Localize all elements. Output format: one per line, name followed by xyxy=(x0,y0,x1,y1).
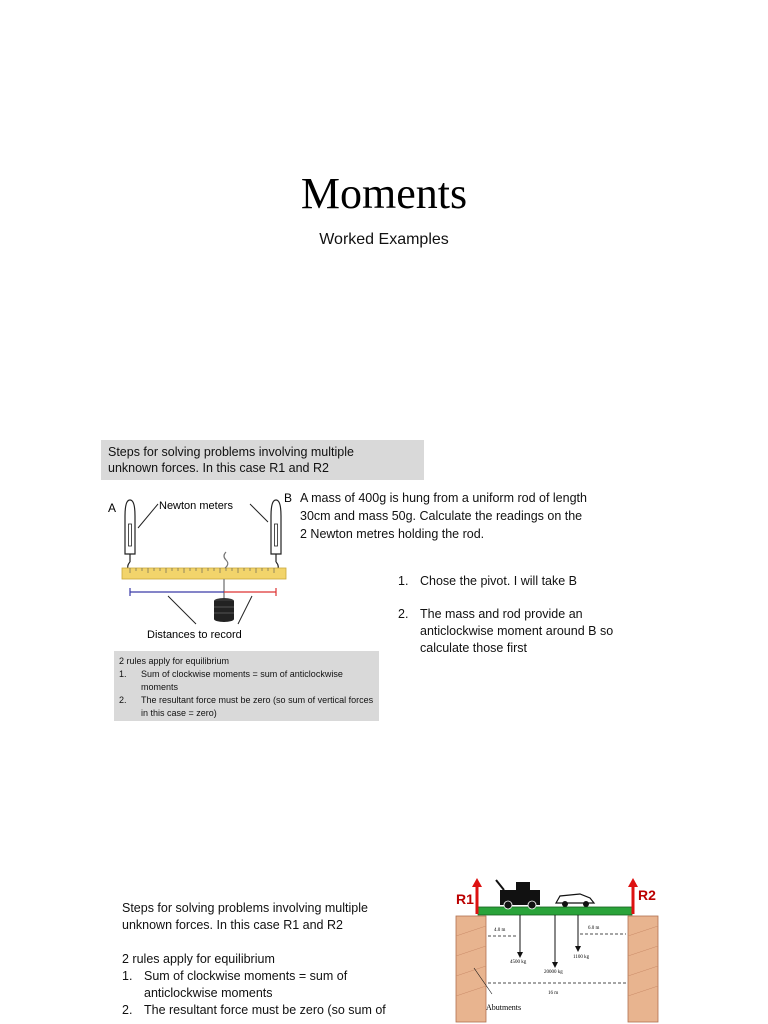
rules-heading: 2 rules apply for equilibrium xyxy=(122,952,275,966)
mass-hook xyxy=(224,552,228,568)
slotted-mass-icon xyxy=(214,598,234,622)
distances-label: Distances to record xyxy=(147,629,242,641)
r2-label: R2 xyxy=(638,887,656,903)
rule-text: Sum of clockwise moments = sum of anticlockwise moments xyxy=(141,669,343,692)
abutment-right xyxy=(628,916,658,1022)
rule-text: The resultant force must be zero (so sum of xyxy=(144,1003,386,1017)
steps-note-line: unknown forces. In this case R1 and R2 xyxy=(122,918,343,932)
ruler-rod xyxy=(122,568,286,579)
rule-item xyxy=(122,968,412,1002)
rule-text: Sum of clockwise moments = sum of anticlockwise moments xyxy=(144,969,348,1000)
pointer-line xyxy=(250,504,268,522)
newton-meter-diagram xyxy=(100,488,300,648)
example2-text xyxy=(122,900,412,1019)
label-a: A xyxy=(108,501,117,515)
step-item xyxy=(398,606,648,657)
truck-mass-label: 4500 kg xyxy=(510,960,527,965)
step-number: 2. xyxy=(398,607,409,621)
pointer-line xyxy=(168,596,196,624)
pointer-line xyxy=(238,596,252,624)
dist-left-label: 4.0 m xyxy=(494,928,506,933)
bridge-deck xyxy=(478,907,632,915)
steps-note-line: Steps for solving problems involving multiple xyxy=(122,901,368,915)
r1-label: R1 xyxy=(456,891,474,907)
tow-truck-icon xyxy=(496,880,540,909)
car-icon xyxy=(556,894,594,907)
equilibrium-rules-box xyxy=(114,651,379,721)
rule-number: 1. xyxy=(122,969,133,983)
span-label: 16 m xyxy=(548,991,559,996)
step-item xyxy=(398,573,648,590)
rule-item xyxy=(122,1002,412,1019)
problem-statement: A mass of 400g is hung from a uniform rod of length 30cm and mass 50g. Calculate the readings on the 2 Newton metres holding the rod. xyxy=(300,491,587,541)
label-b: B xyxy=(284,491,293,505)
bridge-mass-label: 20000 kg xyxy=(544,970,563,975)
step-text: The mass and rod provide an anticlockwise moment around B so calculate those first xyxy=(420,607,614,655)
rule-number: 1. xyxy=(119,669,127,679)
dist-right-label: 6.0 m xyxy=(588,926,600,931)
car-mass-label: 1100 kg xyxy=(573,955,590,960)
steps-note-line: Steps for solving problems involving multiple xyxy=(108,445,354,459)
solution-steps xyxy=(398,573,648,673)
newton-meter-b-icon xyxy=(271,500,281,572)
step-number: 1. xyxy=(398,574,409,588)
bridge-diagram xyxy=(452,876,662,1024)
abutments-label: Abutments xyxy=(486,1003,522,1012)
step-text: Chose the pivot. I will take B xyxy=(420,574,578,588)
newton-meter-a-icon xyxy=(125,500,135,572)
pointer-line xyxy=(138,504,158,528)
rule-number: 2. xyxy=(122,1003,133,1017)
rule-number: 2. xyxy=(119,695,127,705)
abutment-left xyxy=(456,916,486,1022)
steps-note-line: unknown forces. In this case R1 and R2 xyxy=(108,461,329,475)
rule-text: The resultant force must be zero (so sum of vertical forces in this case = zero) xyxy=(141,695,374,718)
rules-heading: 2 rules apply for equilibrium xyxy=(119,656,230,666)
rule-item xyxy=(119,694,374,720)
page-title: Moments xyxy=(300,169,468,218)
rule-item xyxy=(119,668,374,694)
newton-meters-label: Newton meters xyxy=(159,500,233,512)
steps-note-box xyxy=(101,440,424,480)
page-subtitle: Worked Examples xyxy=(319,231,449,248)
